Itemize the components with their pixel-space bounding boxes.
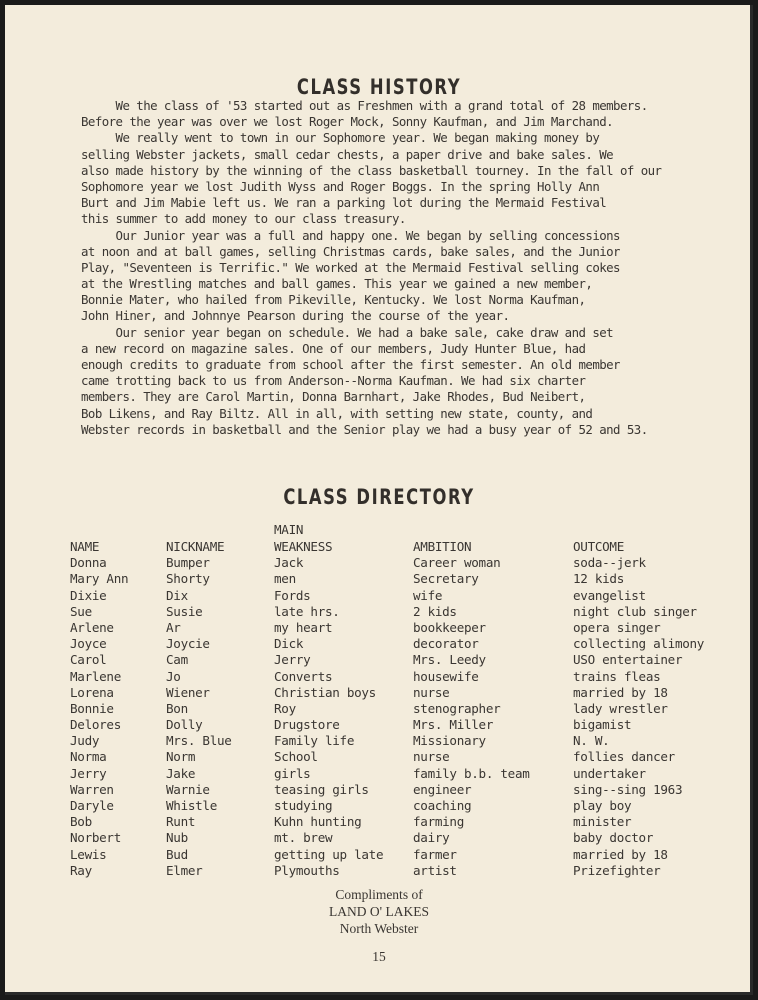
cell-ambition: decorator [413,636,479,652]
table-row [65,733,725,749]
cell-outcome: lady wrestler [573,700,668,716]
history-line: John Hiner, and Johnnye Pearson during the course of the year. [81,308,510,324]
cell-name: Sue [70,603,92,619]
header-nickname: NICKNAME [166,539,225,554]
directory-body [65,555,725,879]
cell-nickname: Nub [166,830,188,846]
history-line: Our senior year began on schedule. We had a bake sale, cake draw and set [81,324,614,340]
directory-header-main-row [65,522,725,539]
cell-name: Lorena [70,684,114,700]
table-row [65,652,725,668]
cell-outcome: trains fleas [573,668,661,684]
table-row [65,798,725,814]
page-number: 15 [372,949,386,964]
cell-ambition: engineer [413,781,472,797]
class-directory-title: CLASS DIRECTORY [283,485,475,509]
cell-name: Lewis [70,846,107,862]
cell-ambition: nurse [413,684,450,700]
cell-nickname: Norm [166,749,196,765]
cell-ambition: wife [413,587,443,603]
cell-outcome: minister [573,814,632,830]
cell-weakness: teasing girls [274,781,369,797]
cell-nickname: Cam [166,652,188,668]
cell-name: Warren [70,781,114,797]
table-row [65,847,725,863]
cell-weakness: my heart [274,619,333,635]
table-row [65,717,725,733]
cell-ambition: coaching [413,798,472,813]
cell-outcome: night club singer [573,603,697,619]
cell-nickname: Jo [166,668,181,684]
cell-name: Donna [70,555,107,571]
cell-nickname: Dix [166,587,188,603]
cell-weakness: Jack [274,555,304,571]
cell-weakness: Drugstore [274,717,340,733]
cell-name: Arlene [70,619,114,635]
cell-outcome: N. W. [573,733,610,749]
cell-name: Jerry [70,765,107,781]
history-line: Burt and Jim Mabie left us. We ran a parking lot during the Mermaid Festival [81,195,607,211]
cell-outcome: play boy [573,798,632,813]
cell-name: Carol [70,652,107,668]
cell-name: Bob [70,814,92,830]
cell-nickname: Mrs. Blue [166,733,232,749]
cell-outcome: 12 kids [573,571,624,587]
table-row [65,749,725,765]
cell-ambition: Career woman [413,555,501,571]
history-line: members. They are Carol Martin, Donna Barnhart, Jake Rhodes, Bud Neibert, [81,389,586,405]
cell-weakness: late hrs. [274,603,340,619]
class-directory-table [65,522,725,879]
history-line: at noon and at ball games, selling Christmas cards, bake sales, and the Junior [81,243,620,259]
cell-outcome: evangelist [573,587,646,603]
history-line: also made history by the winning of the class basketball tourney. In the fall of our [81,162,662,178]
cell-name: Bonnie [70,700,114,716]
cell-outcome: follies dancer [573,749,675,765]
cell-outcome: undertaker [573,765,646,781]
cell-ambition: nurse [413,749,450,765]
table-row [65,830,725,846]
yearbook-page [5,5,753,995]
sponsor-name: LAND O' LAKES [329,904,429,919]
cell-outcome: collecting alimony [573,636,705,652]
table-row [65,636,725,652]
cell-ambition: housewife [413,668,479,684]
history-line: We really went to town in our Sophomore year. We began making money by [81,130,600,146]
cell-weakness: Christian boys [274,684,376,700]
header-weakness: WEAKNESS [274,539,333,554]
cell-nickname: Jake [166,765,196,781]
cell-ambition: Mrs. Leedy [413,652,486,668]
cell-outcome: soda--jerk [573,555,646,571]
cell-name: Mary Ann [70,571,129,587]
history-line: Bob Likens, and Ray Biltz. All in all, with setting new state, county, and [81,405,593,421]
cell-ambition: Mrs. Miller [413,717,494,733]
header-name: NAME [70,539,100,554]
cell-ambition: dairy [413,830,450,846]
table-row [65,620,725,636]
history-line: enough credits to graduate from school after the first semester. An old member [81,357,620,372]
history-line: Our Junior year was a full and happy one. We began by selling concessions [81,227,620,243]
cell-weakness: Plymouths [274,862,340,878]
history-line: selling Webster jackets, small cedar chests, a paper drive and bake sales. We [81,146,614,162]
table-row [65,555,725,571]
cell-nickname: Whistle [166,798,217,813]
cell-nickname: Bon [166,700,188,716]
cell-weakness: Dick [274,636,304,652]
table-row [65,782,725,798]
cell-nickname: Susie [166,603,203,619]
cell-outcome: married by 18 [573,684,668,700]
compliments-block [5,886,753,937]
history-line: Sophomore year we lost Judith Wyss and Roger Boggs. In the spring Holly Ann [81,178,600,194]
cell-weakness: Fords [274,587,311,603]
cell-weakness: girls [274,765,311,781]
history-line: this summer to add money to our class treasury. [81,211,406,227]
header-outcome: OUTCOME [573,539,624,554]
cell-name: Daryle [70,798,114,813]
cell-weakness: men [274,571,296,587]
history-line: Before the year was over we lost Roger Mock, Sonny Kaufman, and Jim Marchand. [81,114,614,130]
cell-ambition: stenographer [413,700,501,716]
cell-nickname: Bumper [166,555,210,571]
table-row [65,604,725,620]
cell-name: Ray [70,862,92,878]
cell-ambition: artist [413,862,457,878]
cell-weakness: studying [274,798,333,813]
cell-weakness: Converts [274,668,333,684]
table-row [65,701,725,717]
history-line: Webster records in basketball and the Senior play we had a busy year of 52 and 53. [81,421,648,437]
cell-weakness: School [274,749,318,765]
cell-ambition: bookkeeper [413,619,486,635]
class-history-title: CLASS HISTORY [296,75,462,99]
cell-weakness: Family life [274,733,355,749]
cell-ambition: Missionary [413,733,486,749]
cell-ambition: farmer [413,846,457,862]
cell-ambition: family b.b. team [413,765,530,781]
sponsor-location: North Webster [339,921,419,936]
table-row [65,669,725,685]
table-row [65,814,725,830]
cell-name: Delores [70,717,121,733]
cell-nickname: Runt [166,814,196,830]
cell-outcome: Prizefighter [573,862,661,878]
history-line: We the class of '53 started out as Freshmen with a grand total of 28 members. [81,98,648,113]
header-ambition: AMBITION [413,539,472,554]
history-line: came trotting back to us from Anderson--Norma Kaufman. We had six charter [81,373,586,389]
cell-nickname: Bud [166,846,188,862]
cell-nickname: Dolly [166,717,203,733]
cell-weakness: getting up late [274,846,384,862]
cell-outcome: opera singer [573,619,661,635]
class-history-text [81,98,691,438]
cell-name: Norbert [70,830,121,846]
directory-header-row [65,539,725,555]
cell-outcome: USO entertainer [573,652,683,668]
cell-nickname: Shorty [166,571,210,587]
table-row [65,588,725,604]
cell-nickname: Ar [166,619,181,635]
cell-weakness: Jerry [274,652,311,668]
table-row [65,685,725,701]
table-row [65,863,725,879]
cell-nickname: Wiener [166,684,210,700]
header-main-label: MAIN [274,522,304,537]
table-row [65,766,725,782]
table-row [65,571,725,587]
cell-weakness: Roy [274,700,296,716]
cell-name: Norma [70,749,107,765]
cell-name: Marlene [70,668,121,684]
cell-ambition: Secretary [413,571,479,587]
cell-name: Judy [70,733,100,749]
cell-nickname: Elmer [166,862,203,878]
cell-outcome: baby doctor [573,830,654,846]
cell-weakness: Kuhn hunting [274,814,362,830]
history-line: Play, "Seventeen is Terrific." We worked at the Mermaid Festival selling cokes [81,259,620,275]
cell-ambition: farming [413,814,464,830]
history-line: a new record on magazine sales. One of our members, Judy Hunter Blue, had [81,340,586,356]
cell-outcome: sing--sing 1963 [573,781,683,797]
cell-ambition: 2 kids [413,603,457,619]
compliments-line: Compliments of [335,887,423,902]
cell-weakness: mt. brew [274,830,333,846]
cell-nickname: Warnie [166,781,210,797]
cell-name: Joyce [70,636,107,652]
cell-outcome: bigamist [573,717,632,733]
cell-nickname: Joycie [166,636,210,652]
cell-outcome: married by 18 [573,846,668,862]
cell-name: Dixie [70,587,107,603]
history-line: Bonnie Mater, who hailed from Pikeville, Kentucky. We lost Norma Kaufman, [81,292,586,308]
history-line: at the Wrestling matches and ball games. This year we gained a new member, [81,276,593,292]
